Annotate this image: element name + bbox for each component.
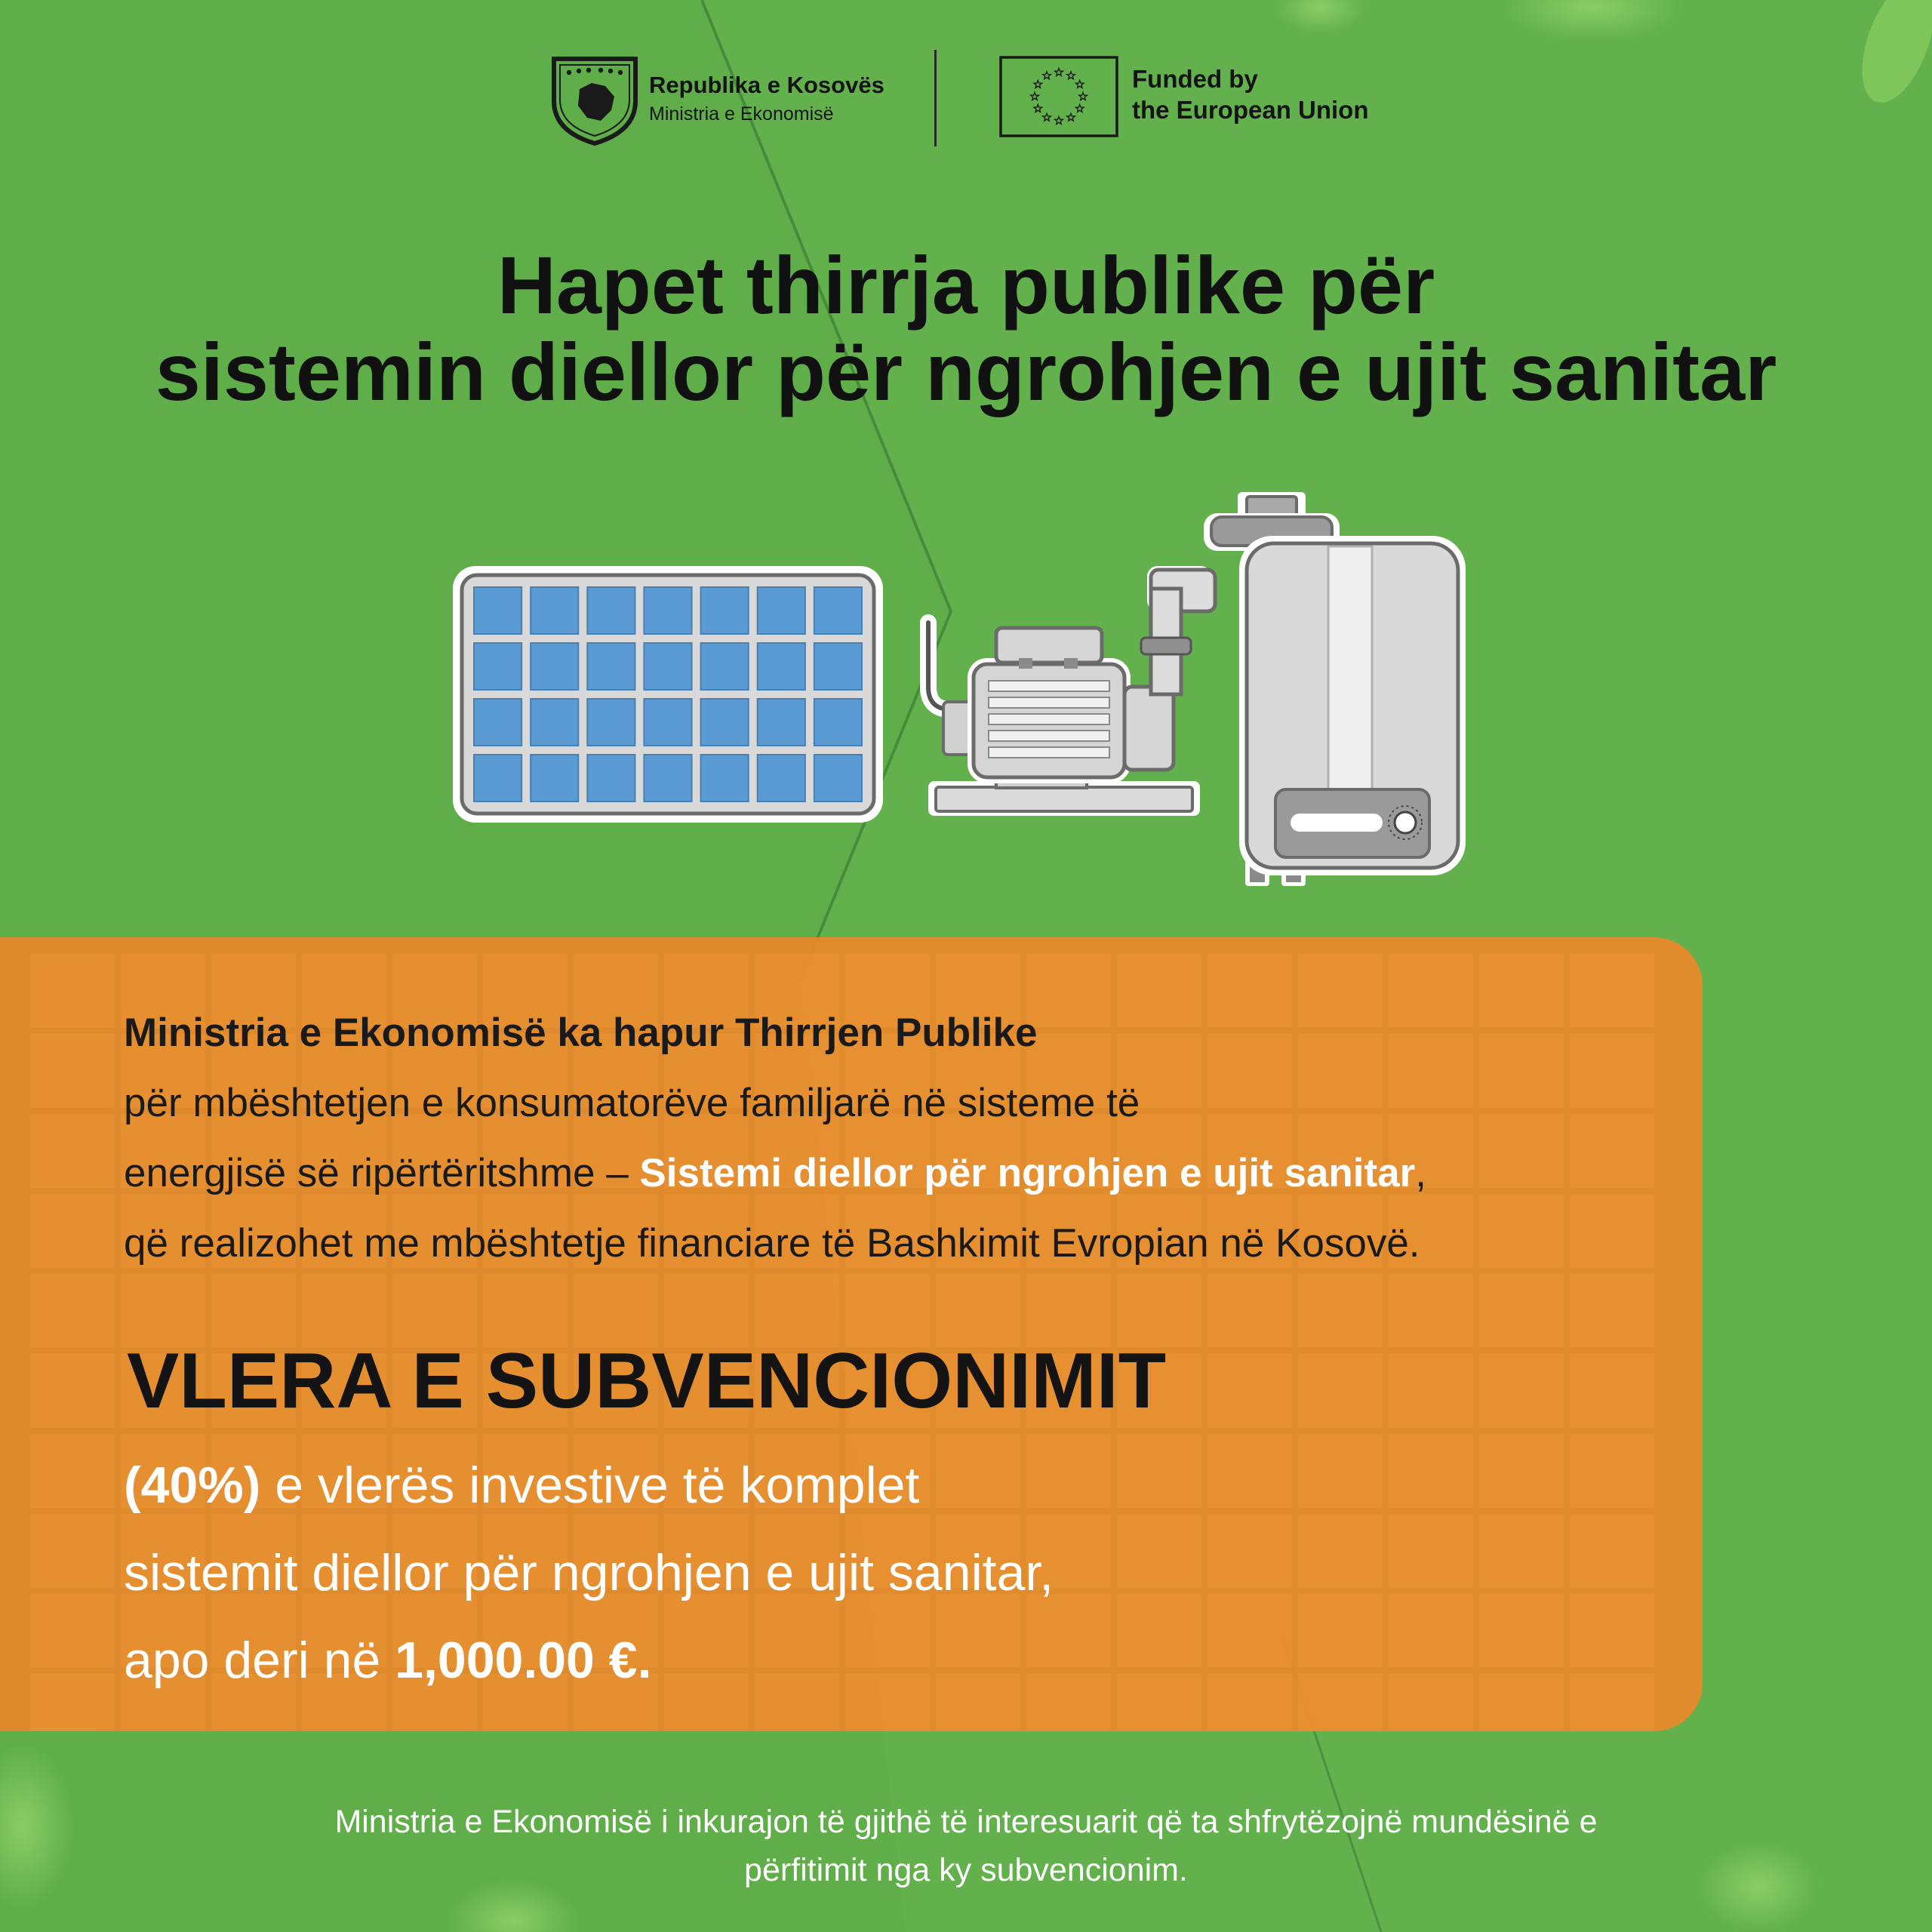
grid-cell (30, 1114, 115, 1188)
solar-cell (587, 699, 635, 746)
solar-cell (644, 755, 691, 801)
footer-line-1: Ministria e Ekonomisë i inkurajon të gjithë të interesuarit që ta shfrytëzojnë mundësinë e (334, 1804, 1598, 1840)
solar-system-illustration (445, 483, 1487, 891)
solar-cell (531, 587, 578, 634)
solar-panel-icon (453, 566, 883, 823)
para-line-3-start: energjisë së ripërtëritshme – (124, 1151, 640, 1195)
title-line-1: Hapet thirrja publike për (497, 239, 1435, 331)
para-line-4: që realizohet me mbështetje financiare të Bashkimit Evropian në Kosovë. (124, 1221, 1420, 1266)
para-line-3-end: , (1415, 1151, 1426, 1195)
grid-cell (1389, 1274, 1473, 1348)
solar-cell (701, 643, 749, 690)
eu-star-icon (1034, 105, 1041, 112)
solar-cell (814, 587, 862, 634)
grid-cell (1298, 1274, 1383, 1348)
grid-cell (1570, 1514, 1654, 1588)
subsidy-percent: (40%) (124, 1457, 261, 1514)
eu-line-2: the European Union (1132, 96, 1369, 124)
grid-cell (1570, 1274, 1654, 1348)
grid-cell (30, 1274, 115, 1348)
title-line-2: sistemin diellor për ngrohjen e ujit sanitar (155, 326, 1777, 417)
para-line-1: Ministria e Ekonomisë ka hapur Thirrjen Publike (124, 1011, 1038, 1055)
eu-star-icon (1067, 72, 1075, 79)
solar-cell (587, 587, 635, 634)
eu-star-icon (1043, 72, 1051, 79)
grid-cell (1479, 1274, 1564, 1348)
footer-line-2: përfitimit nga ky subvencionim. (744, 1852, 1188, 1888)
solar-cell (531, 699, 578, 746)
solar-cell (644, 643, 691, 690)
subsidy-line-3 (124, 1617, 1558, 1704)
eu-funding-text (1132, 63, 1369, 125)
solar-cell (587, 643, 635, 690)
grid-cell (30, 1434, 115, 1508)
eu-star-icon (1055, 117, 1063, 125)
solar-cell (474, 643, 521, 690)
grid-cell (1570, 1434, 1654, 1508)
footer-message (136, 1798, 1796, 1894)
para-line-3 (124, 1138, 1663, 1208)
kosovo-coat-of-arms-icon (549, 53, 640, 146)
grid-cell (1389, 1354, 1473, 1428)
subsidy-line-1-rest: e vlerës investive të komplet (260, 1457, 920, 1514)
grid-cell (1570, 1674, 1654, 1731)
grid-cell (1570, 1354, 1654, 1428)
solar-cell (814, 755, 862, 801)
solar-cell (758, 643, 805, 690)
subsidy-title: VLERA E SUBVENCIONIMIT (127, 1337, 1167, 1425)
eu-star-icon (1067, 113, 1075, 121)
grid-cell (1208, 1274, 1292, 1348)
eu-star-icon (1079, 93, 1087, 100)
grid-cell (30, 1514, 115, 1588)
solar-cell (474, 755, 521, 801)
grid-cell (30, 1674, 115, 1731)
solar-cell (701, 755, 749, 801)
kosovo-text-block (649, 69, 884, 127)
subsidy-line-1 (124, 1441, 1558, 1529)
solar-cell (531, 755, 578, 801)
solar-cell (644, 587, 691, 634)
solar-cell (531, 643, 578, 690)
water-heater-icon (1204, 492, 1466, 886)
subsidy-line-3-start: apo deri në (124, 1632, 395, 1689)
solar-cell (701, 587, 749, 634)
para-highlight: Sistemi diellor për ngrohjen e ujit sanitar (639, 1151, 1416, 1195)
eu-star-icon (1055, 69, 1063, 76)
eu-flag-icon (999, 56, 1118, 137)
eu-star-icon (1031, 93, 1038, 100)
solar-cell (758, 755, 805, 801)
grid-cell (30, 1354, 115, 1428)
eu-line-1: Funded by (1132, 65, 1258, 93)
kosovo-name: Republika e Kosovës (649, 72, 884, 98)
grid-cell (30, 954, 115, 1028)
grid-cell (30, 1594, 115, 1668)
subsidy-line-2: sistemit diellor për ngrohjen e ujit sanitar, (124, 1544, 1054, 1601)
kosovo-ministry: Ministria e Ekonomisë (649, 103, 834, 125)
header-logos (543, 47, 1404, 152)
header-divider (934, 50, 937, 146)
info-paragraph (124, 998, 1663, 1278)
solar-cell (474, 699, 521, 746)
subsidy-details (124, 1441, 1558, 1704)
grid-cell (1208, 1354, 1292, 1428)
grid-cell (1570, 1594, 1654, 1668)
grid-cell (30, 1194, 115, 1268)
solar-cell (758, 699, 805, 746)
solar-cell (587, 755, 635, 801)
para-line-2: për mbështetjen e konsumatorëve familjarë në sisteme të (124, 1081, 1140, 1125)
solar-cell (814, 643, 862, 690)
info-panel (0, 937, 1703, 1731)
solar-cell (814, 699, 862, 746)
water-pump-icon (928, 566, 1215, 816)
grid-cell (1479, 1354, 1564, 1428)
grid-cell (1298, 1354, 1383, 1428)
eu-star-icon (1034, 81, 1041, 88)
main-title (60, 239, 1872, 417)
eu-star-icon (1043, 113, 1051, 121)
grid-cell (30, 1034, 115, 1108)
solar-cell (758, 587, 805, 634)
eu-star-icon (1075, 81, 1083, 88)
solar-cell (644, 699, 691, 746)
subsidy-amount: 1,000.00 €. (395, 1632, 652, 1689)
solar-cell (701, 699, 749, 746)
eu-star-icon (1075, 105, 1083, 112)
solar-cell (474, 587, 521, 634)
